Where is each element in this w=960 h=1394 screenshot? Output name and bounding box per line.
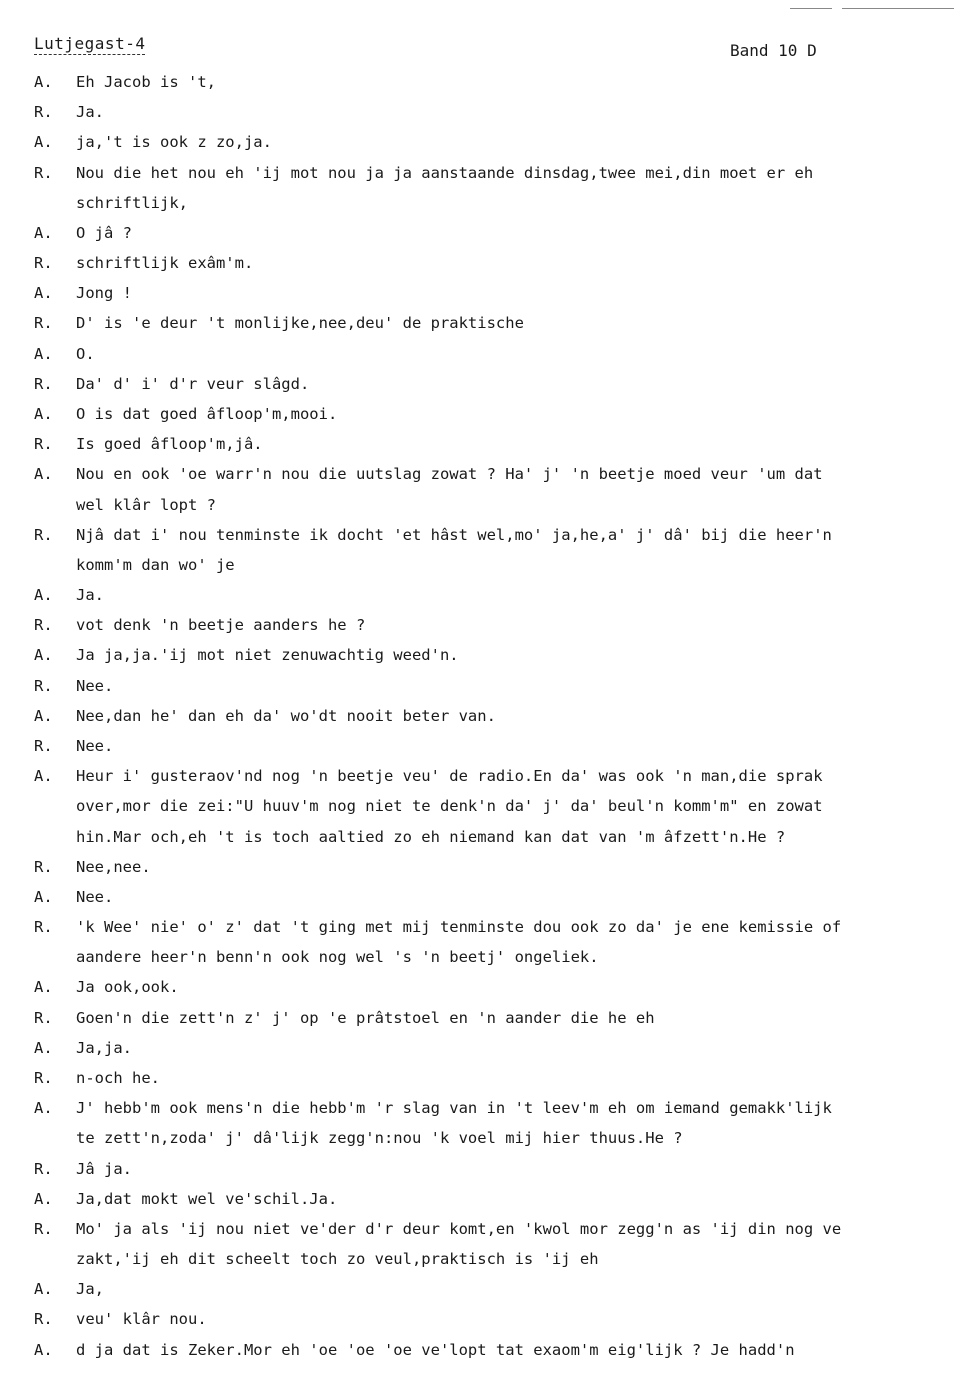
transcript-line — [0, 797, 960, 825]
speaker-label: A. — [34, 1099, 53, 1118]
utterance-text: Nee. — [76, 887, 114, 906]
transcript-line — [0, 224, 960, 252]
transcript-line — [0, 1220, 960, 1248]
speaker-label: A. — [34, 1038, 53, 1057]
utterance-text: Nee. — [76, 737, 114, 755]
utterance-text: zakt,'ij eh dit scheelt toch zo veul,praktisch is 'ij eh — [76, 1250, 599, 1268]
transcript-line — [0, 828, 960, 856]
utterance-text: veu' klâr nou. — [76, 1310, 207, 1329]
transcript-line — [0, 646, 960, 674]
transcript-line — [0, 707, 960, 735]
speaker-label: A. — [34, 133, 53, 152]
utterance-text: schriftlijk exâm'm. — [76, 254, 254, 273]
utterance-text: vot denk 'n beetje aanders he ? — [76, 616, 366, 635]
transcript-line — [0, 556, 960, 584]
utterance-text: Ja. — [76, 103, 104, 122]
speaker-label: R. — [34, 857, 53, 876]
transcript-line — [0, 73, 960, 101]
speaker-label: A. — [34, 706, 53, 725]
transcript-line — [0, 858, 960, 886]
transcript-line — [0, 1280, 960, 1308]
utterance-text: J' hebb'm ook mens'n die hebb'm 'r slag van in 't leev'm eh om iemand gemakk'lijk — [76, 1099, 832, 1118]
utterance-text: 'k Wee' nie' o' z' dat 't ging met mij tenminste dou ook zo da' je ene kemissie of — [76, 918, 842, 936]
transcript-line — [0, 1009, 960, 1037]
speaker-label: R. — [34, 616, 53, 635]
speaker-label: R. — [34, 1310, 53, 1329]
speaker-label: A. — [34, 284, 53, 303]
transcript-line — [0, 677, 960, 705]
utterance-text: D' is 'e deur 't monlijke,nee,deu' de praktische — [76, 314, 524, 333]
transcript-line — [0, 164, 960, 192]
transcript-line — [0, 1190, 960, 1218]
transcript-line — [0, 526, 960, 554]
speaker-label: R. — [34, 314, 53, 333]
utterance-text: Nou die het nou eh 'ij mot nou ja ja aanstaande dinsdag,twee mei,din moet er eh — [76, 163, 814, 182]
utterance-text: over,mor die zei:"U huuv'm nog niet te denk'n da' j' da' beul'n komm'm" en zowat — [76, 797, 823, 816]
utterance-text: d ja dat is Zeker.Mor eh 'oe 'oe 'oe ve'lopt tat exaom'm eig'lijk ? Je hadd'n — [76, 1340, 795, 1359]
utterance-text: O. — [76, 344, 95, 363]
utterance-text: O is dat goed âfloop'm,mooi. — [76, 405, 338, 423]
speaker-label: R. — [34, 254, 53, 273]
transcript-line — [0, 254, 960, 282]
transcript-line — [0, 767, 960, 795]
utterance-text: te zett'n,zoda' j' dâ'lijk zegg'n:nou 'k voel mij hier thuus.He ? — [76, 1129, 683, 1148]
utterance-text: Nee,dan he' dan eh da' wo'dt nooit beter van. — [76, 706, 496, 725]
transcript-line — [0, 133, 960, 161]
speaker-label: R. — [34, 1008, 53, 1027]
utterance-text: hin.Mar och,eh 't is toch aaltied zo eh niemand kan dat van 'm âfzett'n.He ? — [76, 827, 786, 846]
utterance-text: schriftlijk, — [76, 193, 188, 212]
transcript-line — [0, 737, 960, 765]
speaker-label: A. — [34, 344, 53, 363]
speaker-label: R. — [34, 374, 53, 393]
speaker-label: R. — [34, 1159, 53, 1178]
transcript-line — [0, 1160, 960, 1188]
utterance-text: Nee. — [76, 676, 114, 695]
transcript-line — [0, 1069, 960, 1097]
utterance-text: ja,'t is ook z zo,ja. — [76, 133, 272, 152]
transcript-line — [0, 1039, 960, 1067]
transcript-line — [0, 465, 960, 493]
speaker-label: A. — [34, 978, 53, 997]
transcript-line — [0, 1341, 960, 1369]
utterance-text: Ja,dat mokt wel ve'schil.Ja. — [76, 1189, 338, 1208]
utterance-text: Mo' ja als 'ij nou niet ve'der d'r deur komt,en 'kwol mor zegg'n as 'ij din nog ve — [76, 1219, 842, 1238]
transcript-line — [0, 496, 960, 524]
speaker-label: R. — [34, 103, 53, 122]
speaker-label: R. — [34, 1068, 53, 1087]
transcript-line — [0, 1099, 960, 1127]
speaker-label: R. — [34, 525, 53, 544]
transcript-line — [0, 978, 960, 1006]
utterance-text: wel klâr lopt ? — [76, 495, 216, 514]
speaker-label: R. — [34, 163, 53, 182]
speaker-label: R. — [34, 1219, 53, 1238]
speaker-label: A. — [34, 646, 53, 665]
speaker-label: R. — [34, 435, 53, 454]
utterance-text: komm'm dan wo' je — [76, 555, 235, 574]
utterance-text: Ja ja,ja.'ij mot niet zenuwachtig weed'n. — [76, 646, 459, 665]
transcript-line — [0, 314, 960, 342]
utterance-text: Heur i' gusteraov'nd nog 'n beetje veu' de radio.En da' was ook 'n man,die sprak — [76, 767, 823, 786]
utterance-text: O jâ ? — [76, 223, 132, 242]
utterance-text: aandere heer'n benn'n ook nog wel 's 'n beetj' ongeliek. — [76, 948, 599, 967]
transcript-line — [0, 103, 960, 131]
utterance-text: n-och he. — [76, 1068, 160, 1087]
transcript-line — [0, 405, 960, 433]
transcript-line — [0, 1250, 960, 1278]
document-title: Lutjegast-4 — [34, 34, 146, 53]
transcript-line — [0, 1310, 960, 1338]
transcript-line — [0, 918, 960, 946]
utterance-text: Goen'n die zett'n z' j' op 'e prâtstoel en 'n aander die he eh — [76, 1008, 655, 1027]
transcript-line — [0, 586, 960, 614]
speaker-label: A. — [34, 1280, 53, 1299]
utterance-text: Ja ook,ook. — [76, 978, 179, 997]
speaker-label: A. — [34, 405, 53, 423]
utterance-text: Is goed âfloop'm,jâ. — [76, 435, 263, 454]
speaker-label: A. — [34, 767, 53, 786]
transcript-line — [0, 948, 960, 976]
speaker-label: A. — [34, 1189, 53, 1208]
speaker-label: A. — [34, 223, 53, 242]
utterance-text: Eh Jacob is 't, — [76, 73, 216, 91]
transcript-line — [0, 435, 960, 463]
speaker-label: A. — [34, 465, 53, 484]
utterance-text: Njâ dat i' nou tenminste ik docht 'et hâst wel,mo' ja,he,a' j' dâ' bij die heer'n — [76, 525, 832, 544]
speaker-label: R. — [34, 676, 53, 695]
utterance-text: Ja,ja. — [76, 1038, 132, 1057]
transcript-line — [0, 345, 960, 373]
utterance-text: Ja. — [76, 586, 104, 605]
speaker-label: R. — [34, 737, 53, 755]
utterance-text: Nee,nee. — [76, 857, 151, 876]
speaker-label: A. — [34, 1340, 53, 1359]
transcript-line — [0, 1129, 960, 1157]
transcript-line — [0, 194, 960, 222]
band-label: Band 10 D — [730, 41, 817, 60]
speaker-label: A. — [34, 73, 53, 91]
speaker-label: A. — [34, 887, 53, 906]
transcript-line — [0, 888, 960, 916]
utterance-text: Nou en ook 'oe warr'n nou die uutslag zowat ? Ha' j' 'n beetje moed veur 'um dat — [76, 465, 823, 484]
utterance-text: Jâ ja. — [76, 1159, 132, 1178]
utterance-text: Da' d' i' d'r veur slâgd. — [76, 374, 310, 393]
utterance-text: Ja, — [76, 1280, 104, 1299]
transcript-line — [0, 616, 960, 644]
speaker-label: A. — [34, 586, 53, 605]
transcript-line — [0, 375, 960, 403]
transcript-line — [0, 284, 960, 312]
utterance-text: Jong ! — [76, 284, 132, 303]
speaker-label: R. — [34, 918, 53, 936]
